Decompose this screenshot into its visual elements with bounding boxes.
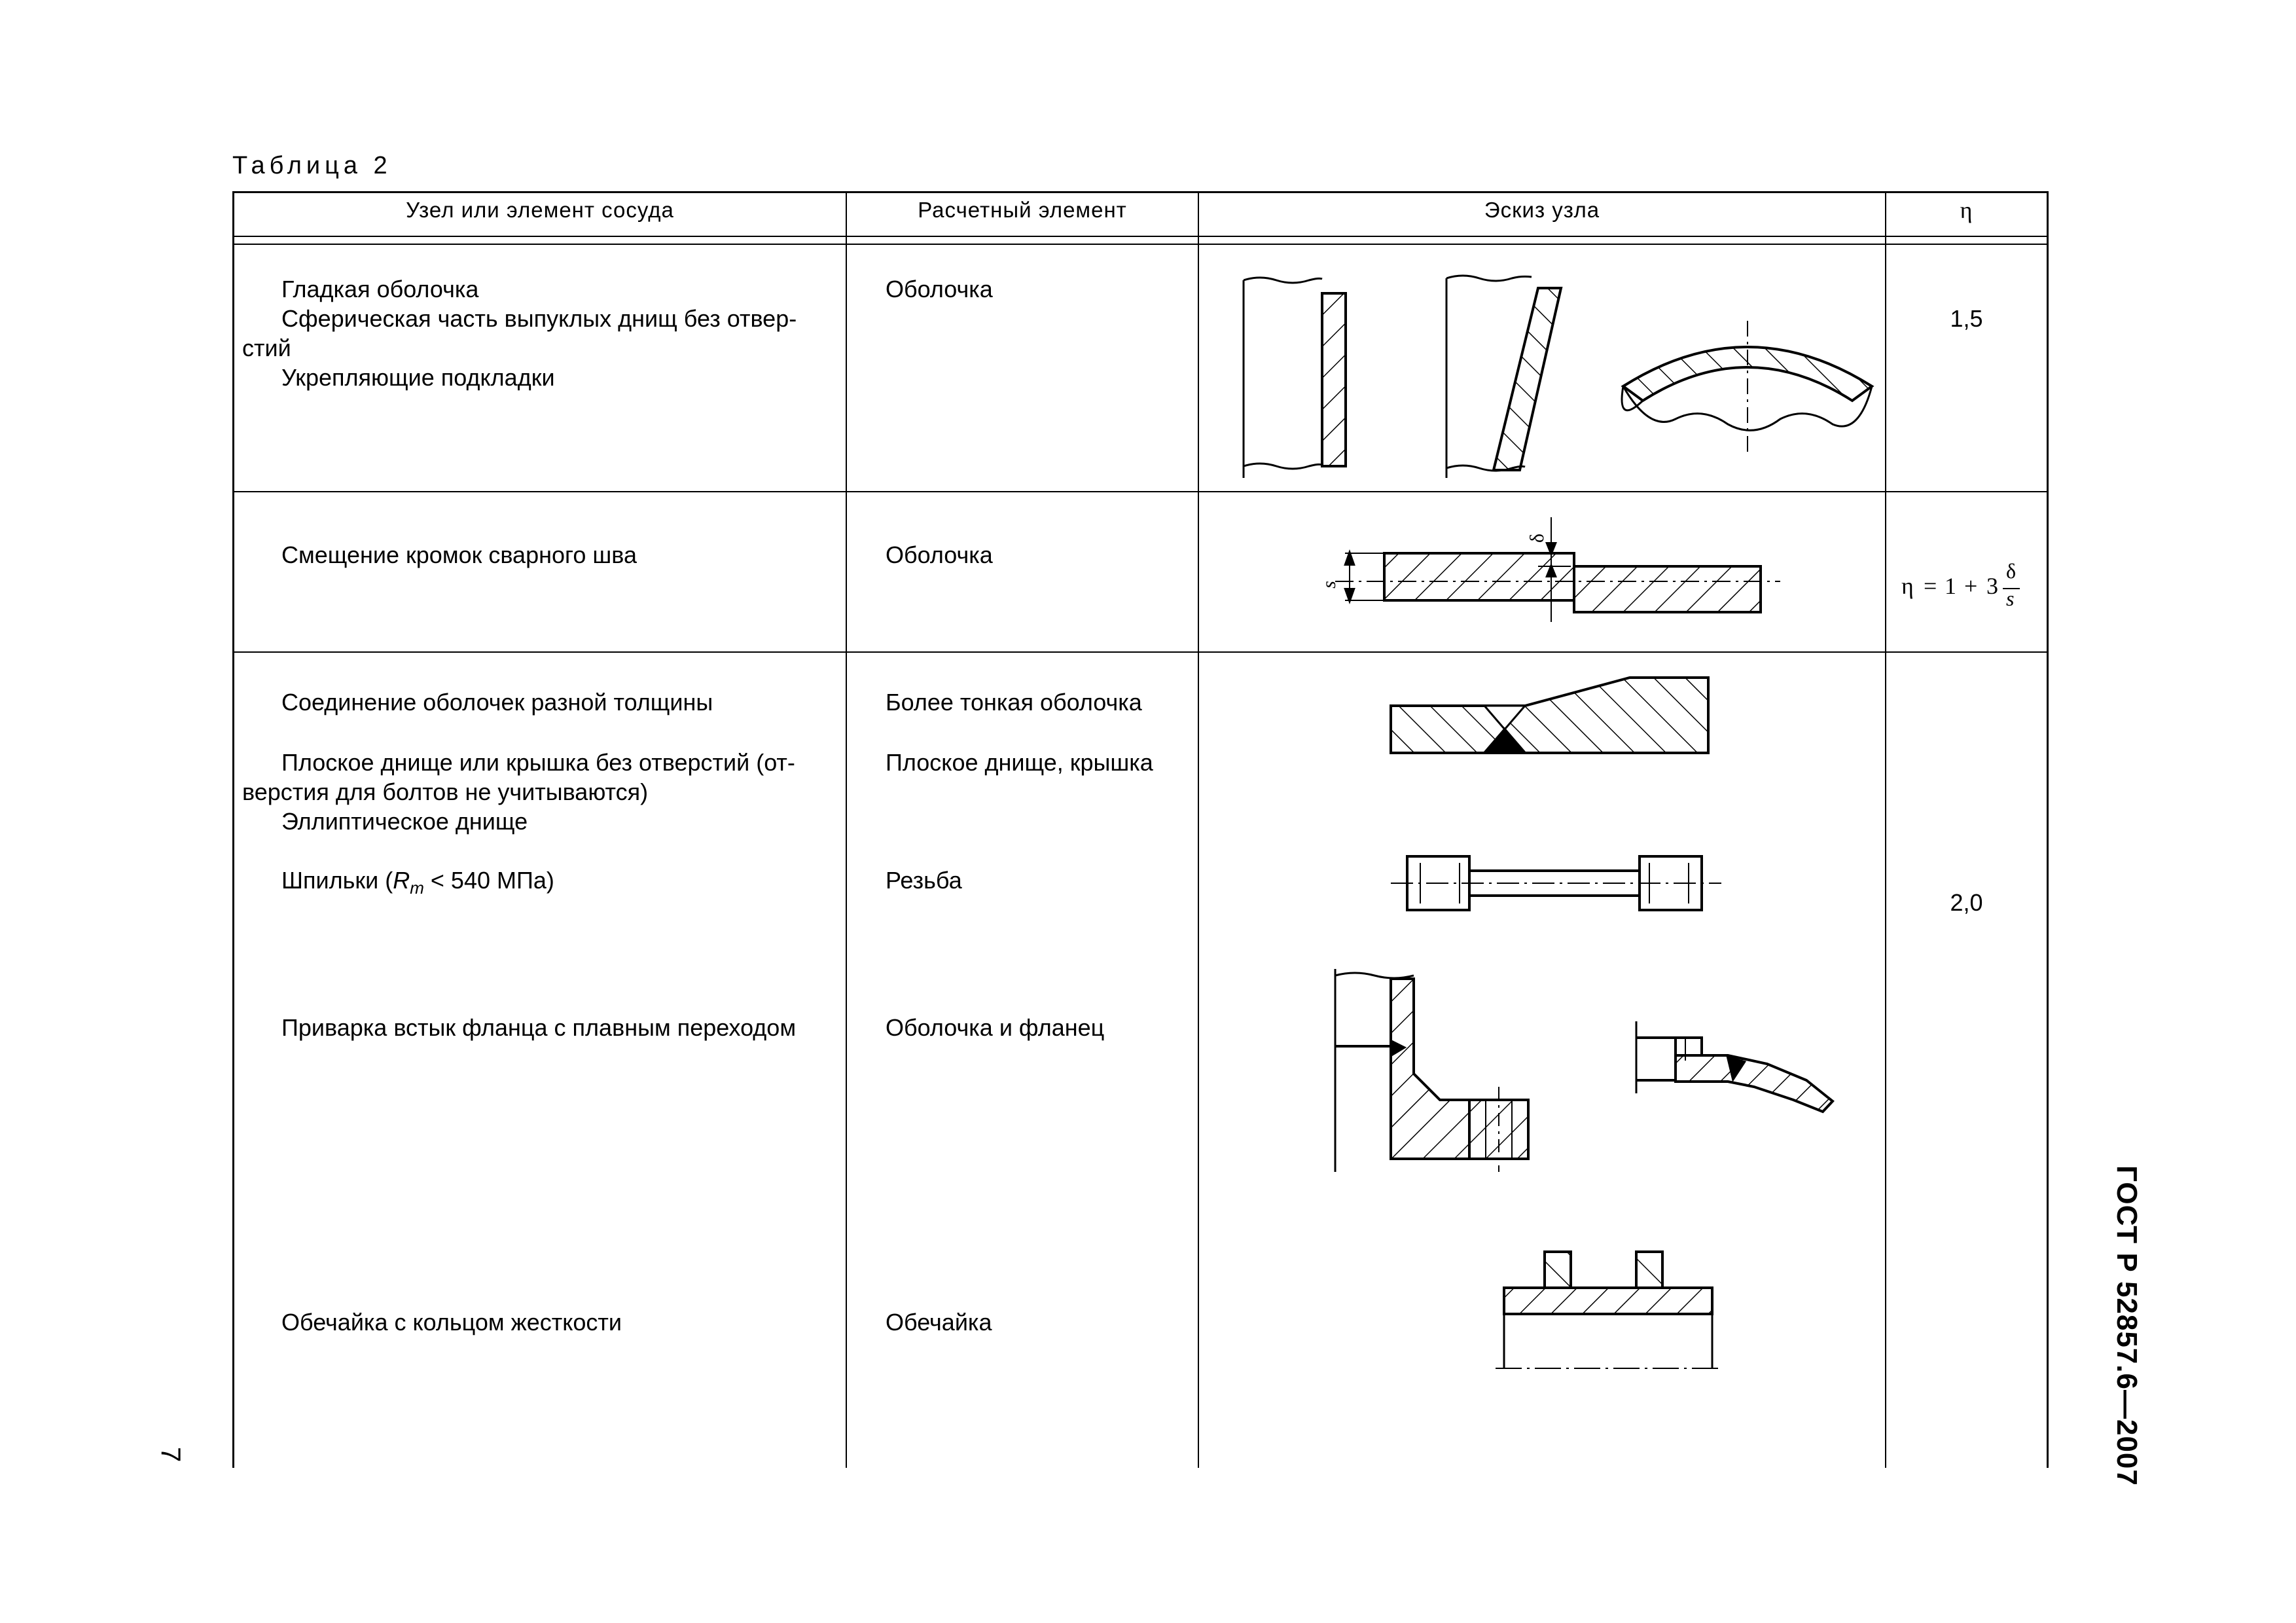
row3-node-2-cont: верстия для болтов не учитываются) (242, 778, 649, 805)
row1-element: Оболочка (886, 276, 993, 302)
row3-element-2: Плоское днище, крышка (886, 749, 1153, 776)
row2-eta-formula: η = 1 + 3 δ s (1901, 564, 2062, 617)
sketch-spherical-head (1622, 321, 1872, 452)
row3-node-3: Эллиптическое днище (281, 808, 528, 835)
row3-element-3: Резьба (886, 867, 962, 894)
sketch-different-thickness (1391, 678, 1708, 753)
side-document-label: ГОСТ Р 52857.6—2007 (2111, 1165, 2143, 1486)
row3-element-5: Обечайка (886, 1309, 992, 1336)
page-number: 7 (156, 1447, 187, 1463)
header-sketch: Эскиз узла (1484, 198, 1600, 222)
header-eta: η (1960, 197, 1973, 223)
row3-node-6: Обечайка с кольцом жесткости (281, 1309, 622, 1336)
sketch-weld-offset (1335, 517, 1780, 622)
header-calc-element: Расчетный элемент (918, 198, 1127, 222)
sketch-stud (1391, 856, 1721, 910)
row3-node-2: Плоское днище или крышка без отверстий (от- (281, 749, 795, 776)
row1-node-2-cont: стий (242, 335, 291, 361)
row1-node-1: Гладкая оболочка (281, 276, 479, 302)
row3-node-4: Шпильки ($R_m < 540$ МПа) (281, 867, 554, 898)
row3-node-1: Соединение оболочек разной толщины (281, 689, 713, 716)
row1-eta: 1,5 (1950, 305, 1983, 332)
row3-node-5: Приварка встык фланца с плавным переходом (281, 1014, 797, 1041)
dim-delta-label: δ (1526, 533, 1548, 543)
table-caption: Таблица 2 (232, 152, 392, 179)
row3-eta: 2,0 (1950, 889, 1983, 916)
row2-element: Оболочка (886, 541, 993, 568)
sketch-flange-curved (1636, 1021, 1833, 1112)
row3-element-1: Более тонкая оболочка (886, 689, 1142, 716)
sketch-inclined-shell (1446, 276, 1561, 478)
sketch-stiffening-ring (1496, 1252, 1718, 1368)
dim-s-label: s (1318, 581, 1340, 589)
row1-node-2: Сферическая часть выпуклых днищ без отвер- (281, 305, 797, 332)
sketch-smooth-shell (1244, 278, 1346, 478)
header-node: Узел или элемент сосуда (406, 198, 674, 222)
row1-node-3: Укрепляющие подкладки (281, 364, 555, 391)
row2-node: Смещение кромок сварного шва (281, 541, 637, 568)
sketch-flange-weld-neck (1335, 969, 1528, 1172)
row3-element-4: Оболочка и фланец (886, 1014, 1105, 1041)
